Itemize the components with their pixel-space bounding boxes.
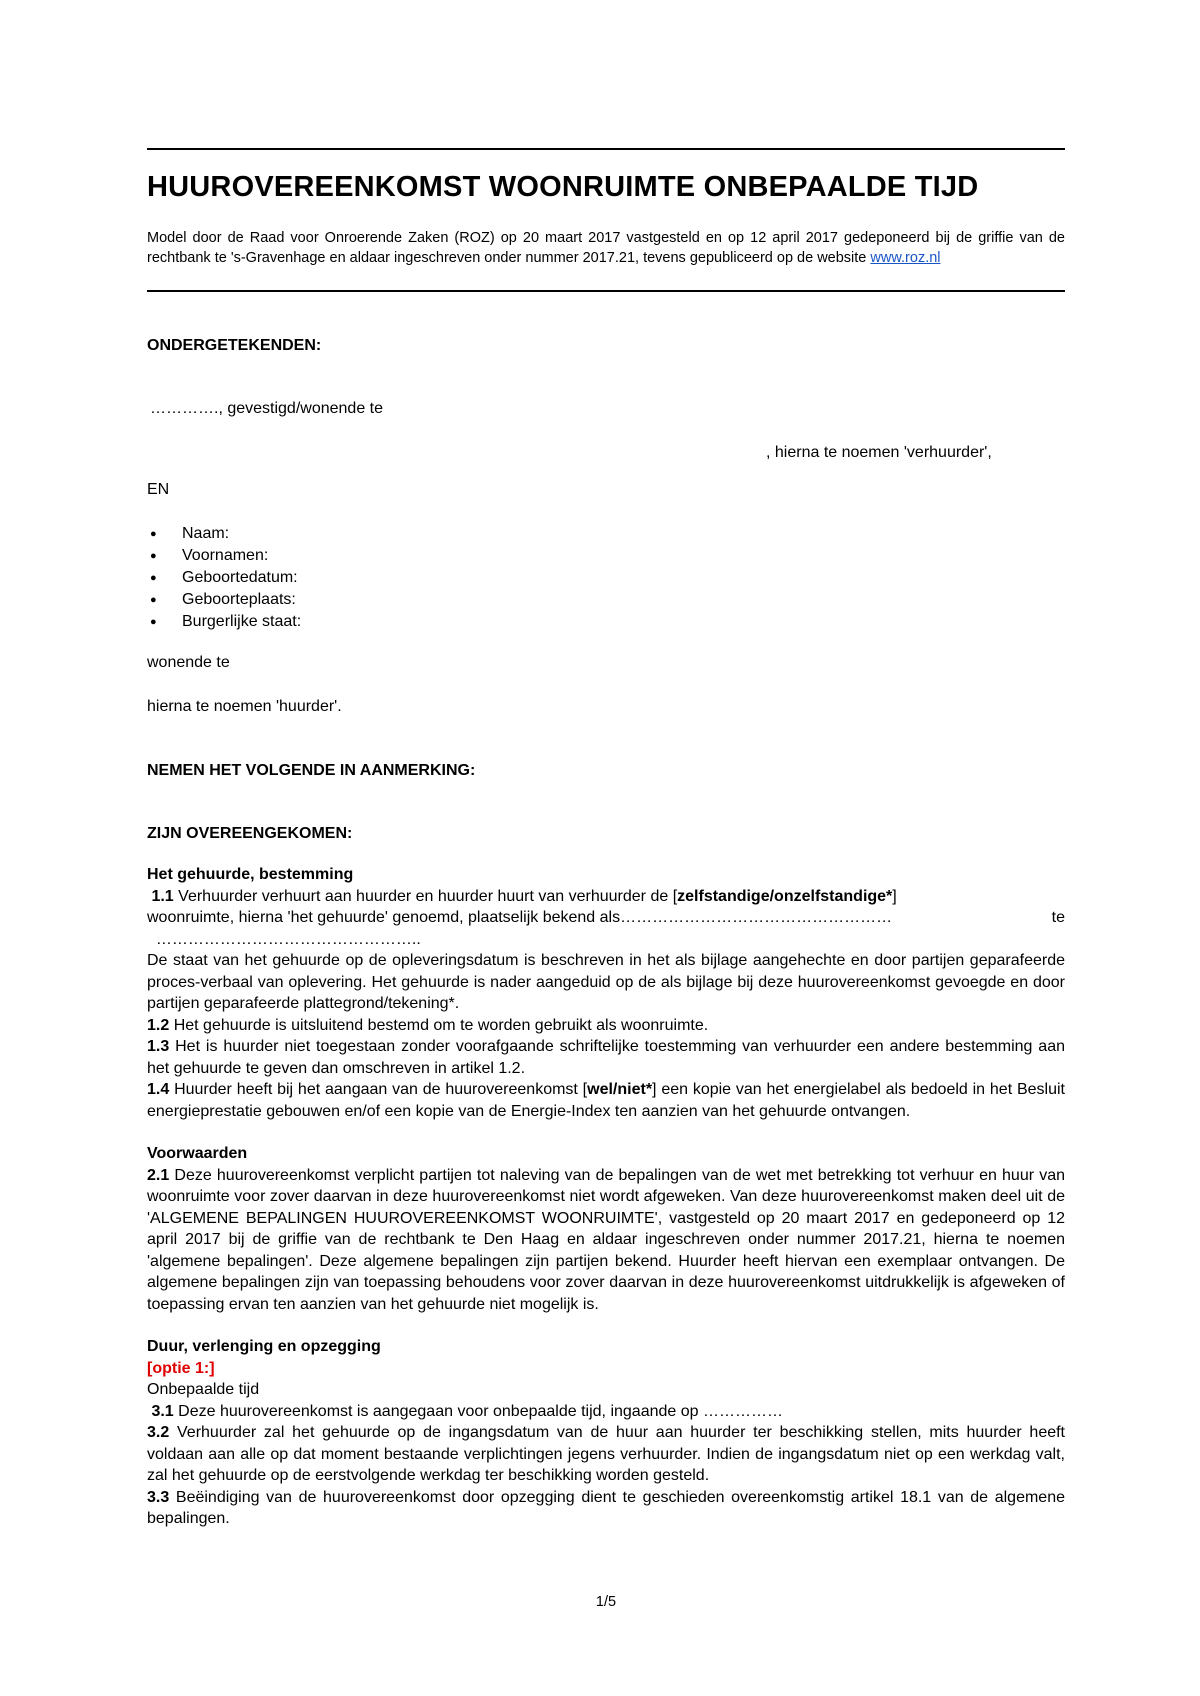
website-link[interactable]: www.roz.nl: [870, 250, 941, 266]
tenant-field-label: Geboorteplaats:: [182, 591, 296, 608]
tenant-residence: wonende te: [147, 654, 230, 671]
article-3-1: [147, 1401, 1065, 1423]
bullet-icon: ●: [150, 572, 157, 584]
article-number: 1.4: [147, 1081, 170, 1098]
article-number: 2.1: [147, 1166, 170, 1184]
tenant-suffix: hierna te noemen 'huurder'.: [147, 698, 342, 715]
section-2-title: Voorwaarden: [147, 1145, 248, 1162]
parties-heading: ONDERGETEKENDEN:: [147, 337, 322, 354]
article-text: Het is huurder niet toegestaan zonder voorafgaande schriftelijke toestemming van verhuurder een andere bestemming aan het gehuurde te geven dan omschreven in artikel 1.2.: [147, 1038, 1065, 1077]
and-label: EN: [147, 481, 170, 498]
tenant-field-label: Naam:: [182, 525, 230, 542]
article-number: 3.2: [147, 1424, 170, 1441]
article-text: Huurder heeft bij het aangaan van de huurovereenkomst [: [169, 1081, 588, 1098]
option-choice: zelfstandige/onzelfstandige*: [677, 887, 893, 905]
article-text: Verhuurder verhuurt aan huurder en huurder huurt van verhuurder de [: [173, 887, 678, 905]
article-text: Beëindiging van de huurovereenkomst door opzegging dient te geschieden overeenkomstig artikel 18.1 van de algemene bepalingen.: [147, 1488, 1065, 1527]
article-text: Het gehuurde is uitsluitend bestemd om te worden gebruikt als woonruimte.: [169, 1016, 709, 1034]
tenant-fields-list: [147, 523, 301, 633]
article-1-1-continued: De staat van het gehuurde op de opleveringsdatum is beschreven in het als bijlage aangehechte en door partijen geparafeerde proces-verbaal van oplevering. Het gehuurde is nader aangeduid op de als bijlage bij deze huurovereenkomst gevoegde en door partijen geparafeerde plattegrond/tekening*.: [147, 952, 1065, 1012]
landlord-line: …………., gevestigd/wonende te: [150, 400, 384, 417]
tenant-field-label: Voornamen:: [182, 547, 269, 564]
article-text: Verhuurder zal het gehuurde op de ingangsdatum van de huur aan huurder ter beschikking stellen, mits huurder heeft voldaan aan alle op dat moment bestaande verplichtingen jegens verhuurder. Indien de ingangsdatum niet op een werkdag valt, zal het gehuurde op de eerstvolgende werkdag ter beschikking worden gesteld.: [147, 1424, 1065, 1484]
article-number: 1.3: [147, 1038, 170, 1055]
article-number: 1.1: [151, 887, 174, 905]
article-1-2: [147, 1015, 1065, 1037]
article-text: ]: [892, 887, 897, 905]
articles-body: [147, 864, 1065, 1530]
document-title: HUUROVEREENKOMST WOONRUIMTE ONBEPAALDE TIJD: [147, 171, 979, 203]
article-text: Deze huurovereenkomst verplicht partijen tot naleving van de bepalingen van de wet met betrekking tot verhuur en huur van woonruimte voor zover daarvan in deze huurovereenkomst niet wordt afgeweken. Van deze huurovereenkomst maken deel uit de 'ALGEMENE BEPALINGEN HUUROVEREENKOMST WOONRUIMTE', vastgesteld op 20 maart 2017 en gedeponeerd op 12 april 2017 bij de griffie van de rechtbank te Den Haag en aldaar ingeschreven onder nummer 2017.21, hierna te noemen 'algemene bepalingen'. Deze algemene bepalingen zijn partijen bekend. Huurder heeft hiervan een exemplaar ontvangen. De algemene bepalingen zijn van toepassing behoudens voor zover daarvan in deze huurovereenkomst uitdrukkelijk is afgeweken of toepassing ervan ten aanzien van het gehuurde niet mogelijk is.: [147, 1166, 1065, 1313]
list-item: [147, 545, 301, 567]
option-marker: [optie 1:]: [147, 1359, 215, 1377]
bullet-icon: ●: [150, 528, 157, 540]
article-number: 1.2: [147, 1016, 170, 1034]
article-1-1: [147, 886, 1065, 908]
article-number: 3.1: [151, 1402, 174, 1420]
bullet-icon: ●: [150, 594, 157, 606]
article-1-3: [147, 1036, 1065, 1079]
article-number: 3.3: [147, 1488, 170, 1506]
bullet-icon: ●: [150, 550, 157, 562]
page-number: 1/5: [595, 1594, 617, 1610]
option-choice: wel/niet*: [587, 1081, 653, 1098]
city-placeholder: …………………………………………..: [155, 930, 421, 948]
spacer: [147, 1315, 1065, 1336]
address-te: te: [1051, 909, 1065, 926]
list-item: [147, 589, 301, 611]
list-item: [147, 523, 301, 545]
tenant-field-label: Geboortedatum:: [182, 569, 298, 586]
spacer: [147, 1122, 1065, 1143]
list-item: [147, 567, 301, 589]
model-note-text: Model door de Raad voor Onroerende Zaken (ROZ) op 20 maart 2017 vastgesteld en op 12 april 2017 gedeponeerd bij de griffie van de rechtbank te 's-Gravenhage en aldaar ingeschreven onder nummer 2017.21, tevens gepubliceerd op de website: [147, 230, 1065, 266]
top-rule: [147, 148, 1065, 150]
list-item: [147, 611, 301, 633]
article-1-1-address-line: [147, 907, 1065, 929]
tenant-field-label: Burgerlijke staat:: [182, 613, 302, 630]
header-bottom-rule: [147, 290, 1065, 292]
landlord-suffix: , hierna te noemen 'verhuurder',: [766, 444, 992, 461]
section-3-subtitle: Onbepaalde tijd: [147, 1381, 260, 1398]
article-3-2: [147, 1422, 1065, 1487]
article-text: ] een kopie van het energielabel als bedoeld in het Besluit energieprestatie gebouwen en/of een kopie van de Energie-Index ten aanzien van het gehuurde ontvangen.: [147, 1081, 1065, 1120]
article-2-1: [147, 1165, 1065, 1316]
address-placeholder: woonruimte, hierna 'het gehuurde' genoemd, plaatselijk bekend als……………………………………………: [147, 909, 893, 926]
agreed-heading: ZIJN OVEREENGEKOMEN:: [147, 825, 353, 842]
option-label: [147, 1358, 1065, 1380]
article-1-1-city-line: [147, 929, 1065, 951]
article-text: Deze huurovereenkomst is aangegaan voor onbepaalde tijd, ingaande op ……………: [173, 1402, 783, 1420]
considerations-heading: NEMEN HET VOLGENDE IN AANMERKING:: [147, 762, 476, 779]
section-1-title: Het gehuurde, bestemming: [147, 866, 354, 883]
bullet-icon: ●: [150, 616, 157, 628]
document-page: [147, 0, 1065, 1696]
section-3-title: Duur, verlenging en opzegging: [147, 1338, 381, 1355]
article-3-3: [147, 1487, 1065, 1530]
model-note: [147, 228, 1065, 268]
article-1-4: [147, 1079, 1065, 1122]
